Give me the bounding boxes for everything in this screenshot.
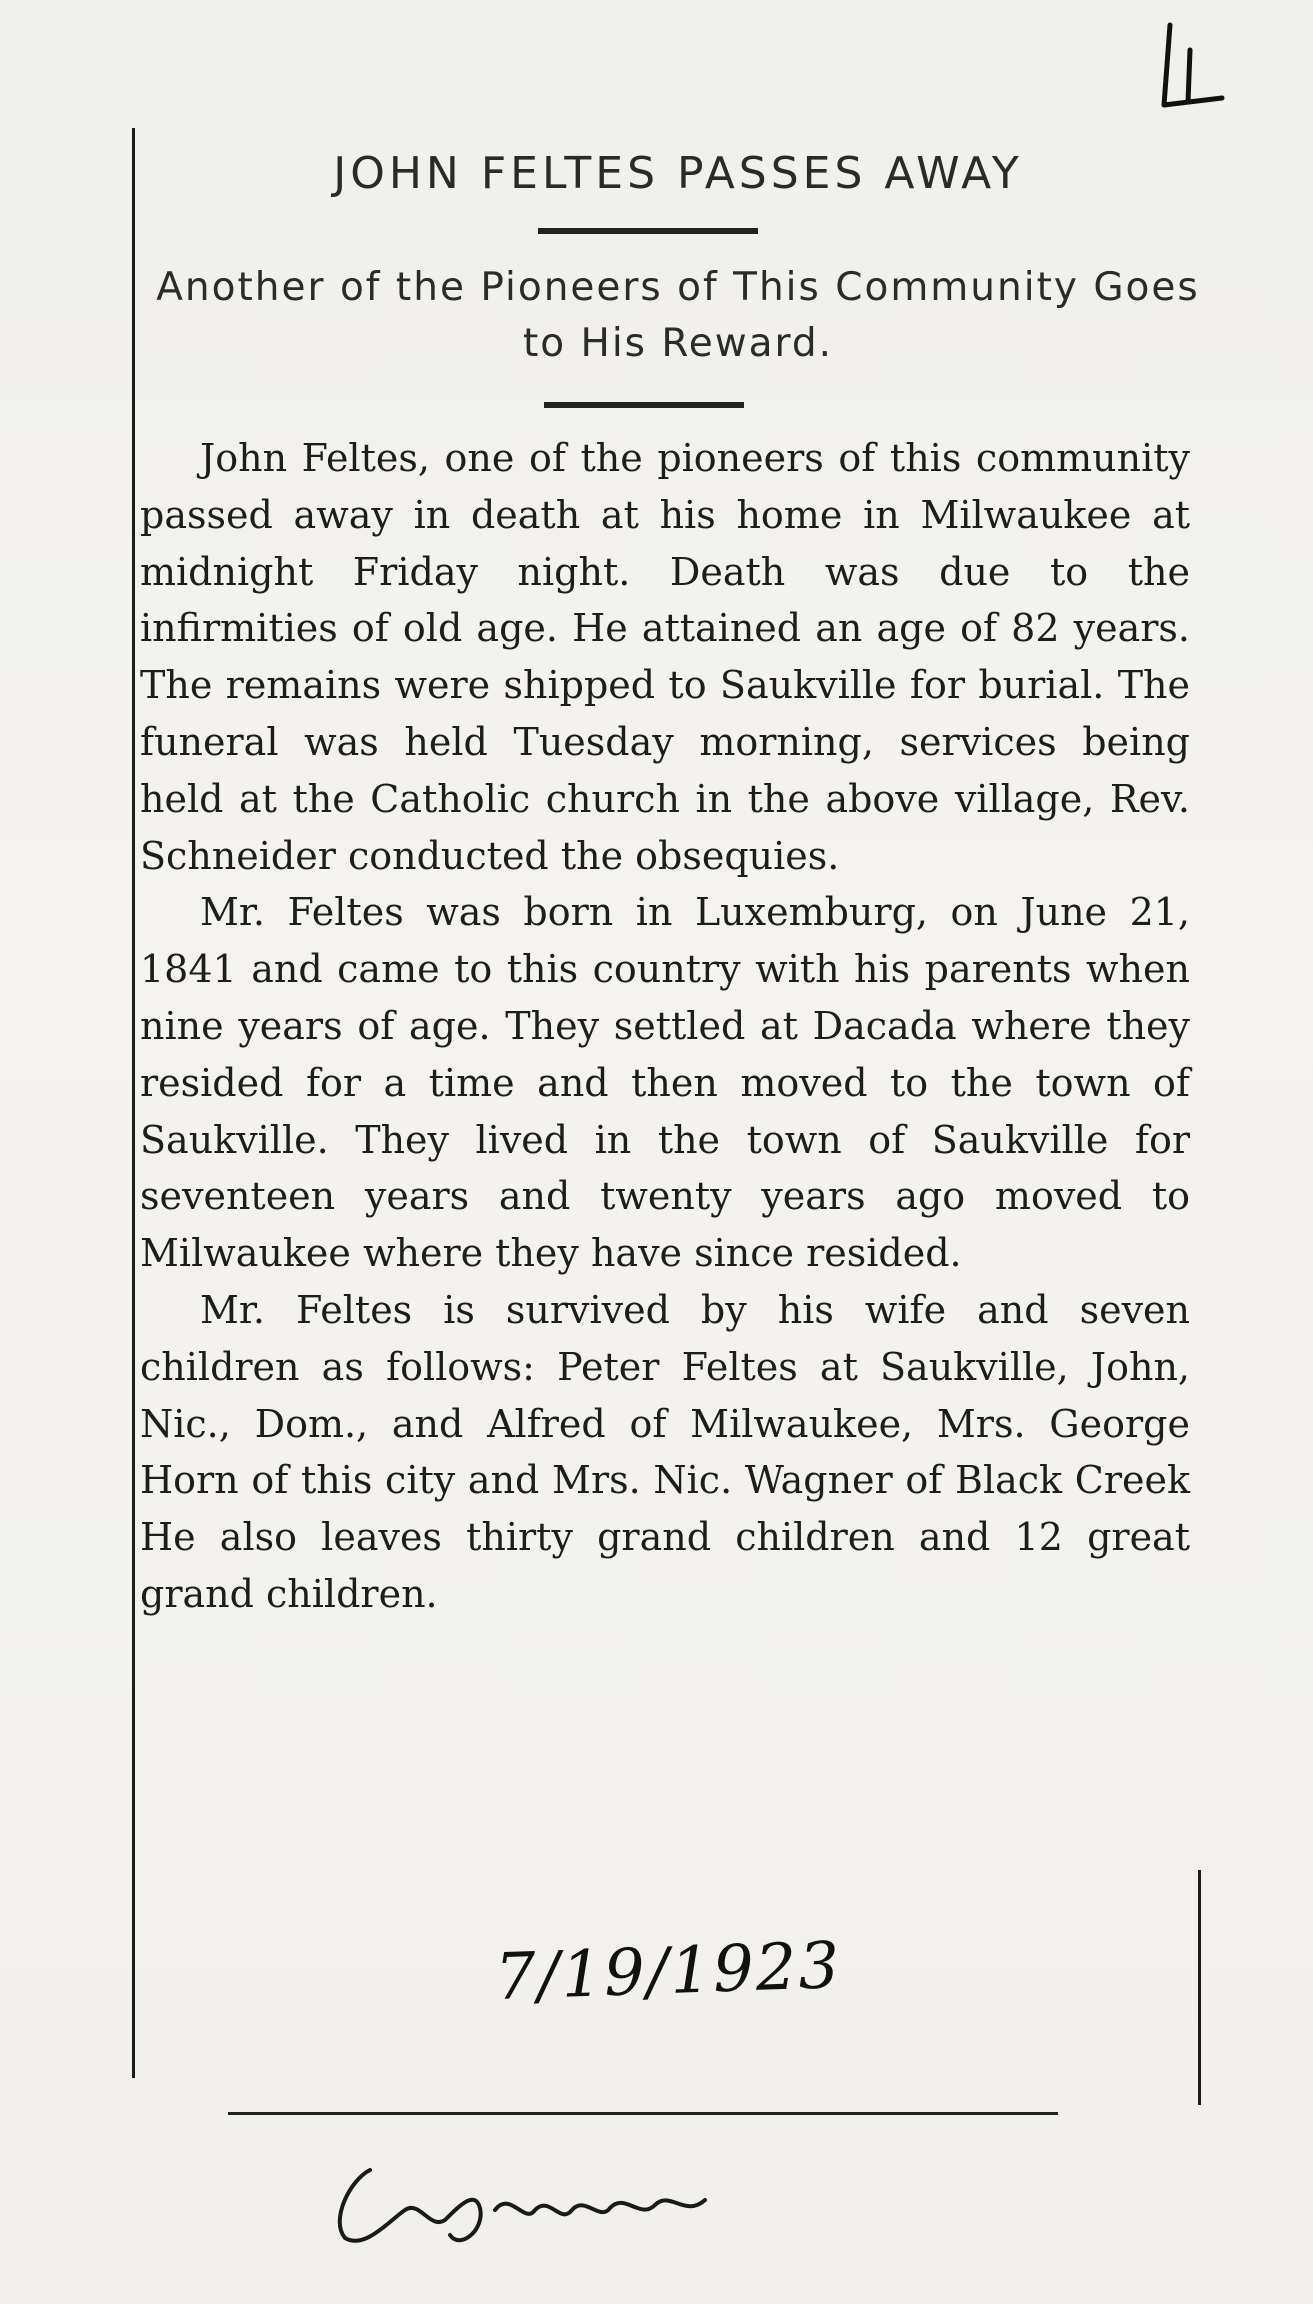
article-paragraph: John Feltes, one of the pioneers of this community passed away in death at his home in Milwaukee at midnight Friday night. Death was due to the infirmities of old age. He attained an age of 82 years. The remains were shipped to Saukville for burial. The funeral was held Tuesday morning, services being held at the Catholic church in the above village, Rev. Schneider conducted the obsequies.: [140, 436, 1190, 878]
subheadline: Another of the Pioneers of This Community Goes to His Reward.: [156, 265, 1200, 366]
article-paragraph: Mr. Feltes was born in Luxemburg, on June 21, 1841 and came to this country with his parents when nine years of age. They settled at Dacada where they resided for a time and then moved to the town of Saukville. They lived in the town of Saukville for seventeen years and twenty years ago moved to Milwaukee where they have since resided.: [140, 890, 1190, 1276]
handwritten-date: 7/19/1923: [493, 1928, 843, 2016]
bottom-rule: [228, 2112, 1058, 2115]
left-column-rule: [132, 128, 135, 2078]
article-paragraph: Mr. Feltes is survived by his wife and seven children as follows: Peter Feltes at Saukville, John, Nic., Dom., and Alfred of Milwaukee, Mrs. George Horn of this city and Mrs. Nic. Wagner of Black Creek He also leaves thirty grand children and 12 great grand children.: [140, 1287, 1190, 1616]
newspaper-clipping: [128, 120, 1228, 2110]
right-column-rule: [1198, 1870, 1201, 2105]
handwritten-signature: [310, 2150, 740, 2260]
pencil-mark-icon: [1130, 10, 1240, 120]
subheadline-rule: [544, 402, 744, 408]
headline-rule: [538, 228, 758, 234]
article-body: [140, 430, 1190, 1623]
headline: JOHN FELTES PASSES AWAY: [333, 148, 1023, 199]
